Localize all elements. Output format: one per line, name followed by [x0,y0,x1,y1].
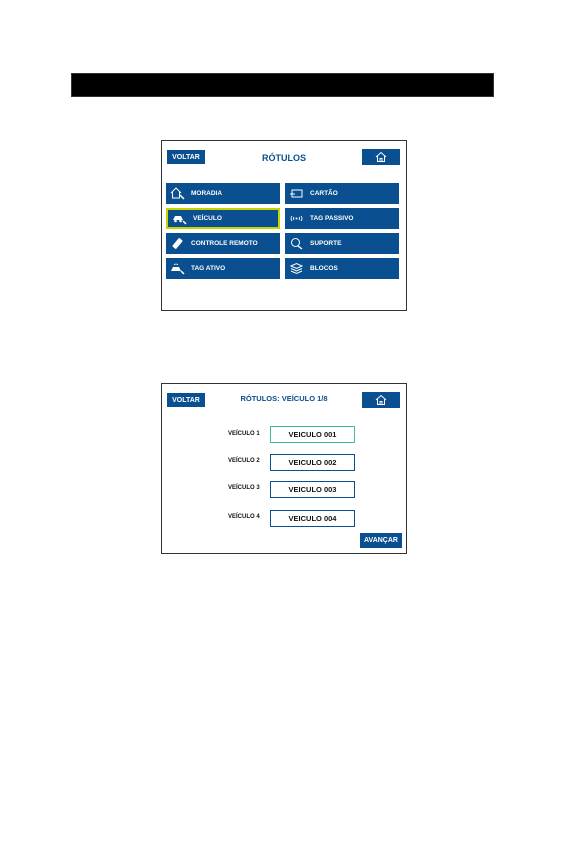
tile-label: TAG PASSIVO [310,215,354,222]
blocks-icon [285,262,307,275]
screen-title: RÓTULOS: VEÍCULO 1/8 [240,394,328,403]
car-icon [168,212,190,225]
remote-icon [166,237,188,250]
card-icon [285,187,307,200]
next-button[interactable]: AVANÇAR [360,533,402,548]
home-button[interactable] [362,392,400,408]
tag-active-icon [166,262,188,275]
tile-tag-ativo[interactable] [166,258,280,279]
tile-label: BLOCOS [310,265,338,272]
home-icon [375,394,387,406]
home-icon [375,151,387,163]
vehicle-name-field-1[interactable]: VEICULO 001 [270,426,355,443]
tile-label: TAG ATIVO [191,265,226,272]
tile-label: VEÍCULO [193,215,222,222]
support-icon [285,237,307,250]
tile-label: MORADIA [191,190,223,197]
tile-label: CONTROLE REMOTO [191,240,258,247]
vehicle-label-1: VEÍCULO 1 [228,431,260,437]
rotulos-veiculo-screen [161,383,407,554]
tile-label: CARTÃO [310,190,338,197]
top-black-bar [71,73,494,97]
tile-veiculo[interactable] [166,208,280,229]
house-icon [166,187,188,200]
tile-suporte[interactable] [285,233,399,254]
back-button[interactable]: VOLTAR [167,150,205,164]
vehicle-name-field-4[interactable]: VEICULO 004 [270,510,355,527]
back-button[interactable]: VOLTAR [167,393,205,407]
tile-controle-remoto[interactable] [166,233,280,254]
vehicle-label-4: VEÍCULO 4 [228,514,260,520]
tile-blocos[interactable] [285,258,399,279]
tile-moradia[interactable] [166,183,280,204]
tile-cartao[interactable] [285,183,399,204]
rotulos-screen [161,140,407,311]
vehicle-name-field-2[interactable]: VEICULO 002 [270,454,355,471]
tag-passive-icon [285,212,307,225]
tile-tag-passivo[interactable] [285,208,399,229]
vehicle-label-3: VEÍCULO 3 [228,485,260,491]
vehicle-name-field-3[interactable]: VEICULO 003 [270,481,355,498]
tile-label: SUPORTE [310,240,342,247]
screen-title: RÓTULOS [262,153,306,163]
vehicle-label-2: VEÍCULO 2 [228,458,260,464]
home-button[interactable] [362,149,400,165]
